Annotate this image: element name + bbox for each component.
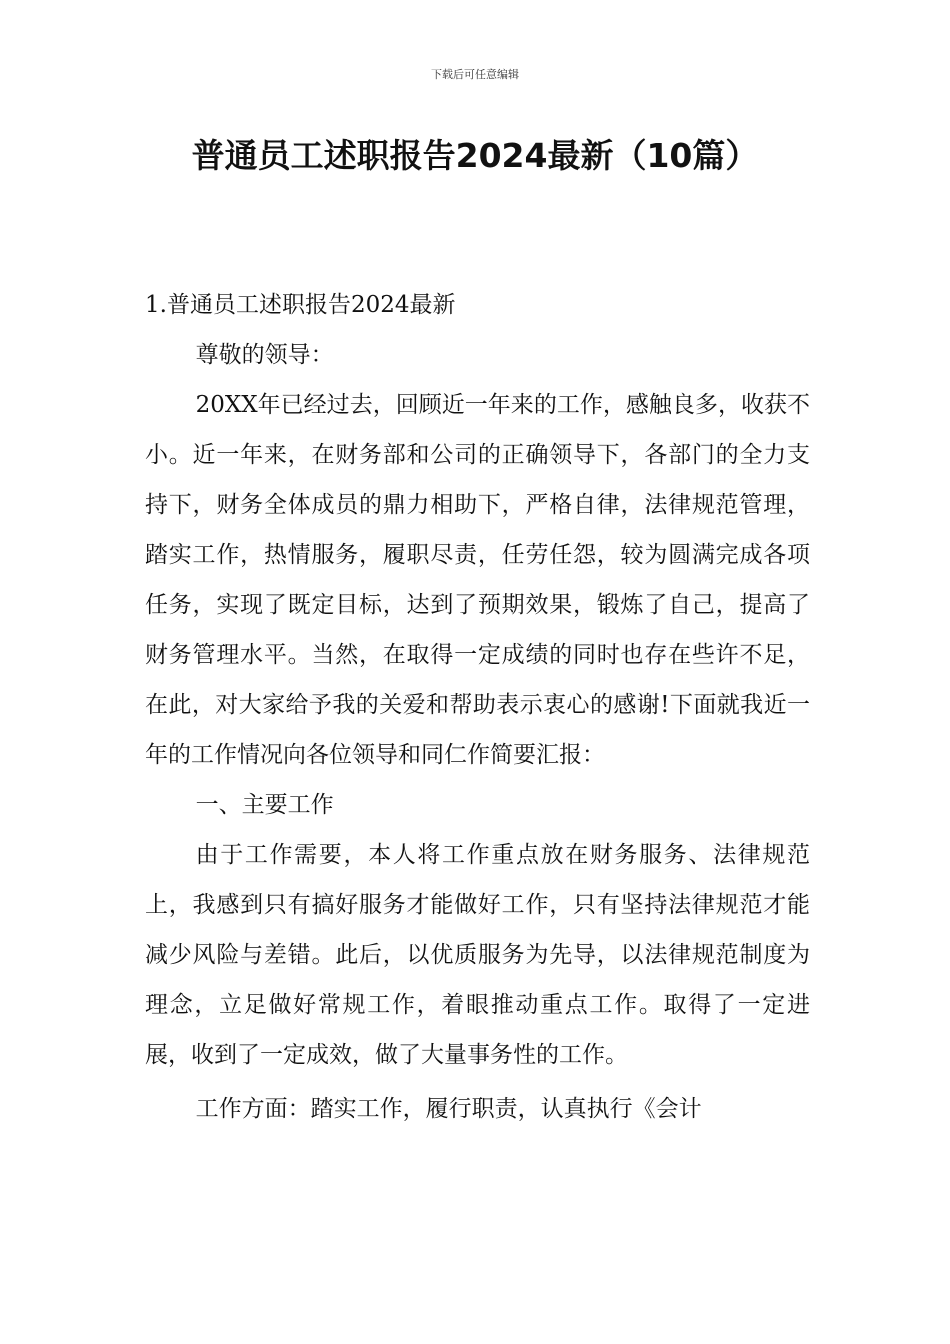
intro-paragraph: 20XX年已经过去，回顾近一年来的工作，感触良多，收获不小。近一年来，在财务部和公司的正确领导下，各部门的全力支持下，财务全体成员的鼎力相助下，严格自律，法律规范管理，踏实工作，热情服务，履职尽责，任劳任怨，较为圆满完成各项任务，实现了既定目标，达到了预期效果，锻炼了自己，提高了财务管理水平。当然，在取得一定成绩的同时也存在些许不足，在此，对大家给予我的关爱和帮助表示衷心的感谢!下面就我近一年的工作情况向各位领导和同仁作简要汇报： bbox=[145, 392, 810, 768]
header-note: 下载后可任意编辑 bbox=[431, 68, 519, 81]
section-heading: 1.普通员工述职报告2024最新 bbox=[145, 292, 456, 318]
main-work-paragraph: 由于工作需要，本人将工作重点放在财务服务、法律规范上，我感到只有搞好服务才能做好工作，只有坚持法律规范才能减少风险与差错。此后，以优质服务为先导，以法律规范制度为理念，立足做好常规工作，着眼推动重点工作。取得了一定进展，收到了一定成效，做了大量事务性的工作。 bbox=[145, 842, 810, 1068]
document-title: 普通员工述职报告2024最新（10篇） bbox=[191, 136, 759, 175]
work-aspect-paragraph: 工作方面：踏实工作，履行职责，认真执行《会计 bbox=[195, 1096, 702, 1122]
salutation-paragraph: 尊敬的领导： bbox=[195, 342, 334, 368]
subheading-main-work: 一、主要工作 bbox=[195, 792, 334, 818]
document-body bbox=[145, 280, 810, 1134]
